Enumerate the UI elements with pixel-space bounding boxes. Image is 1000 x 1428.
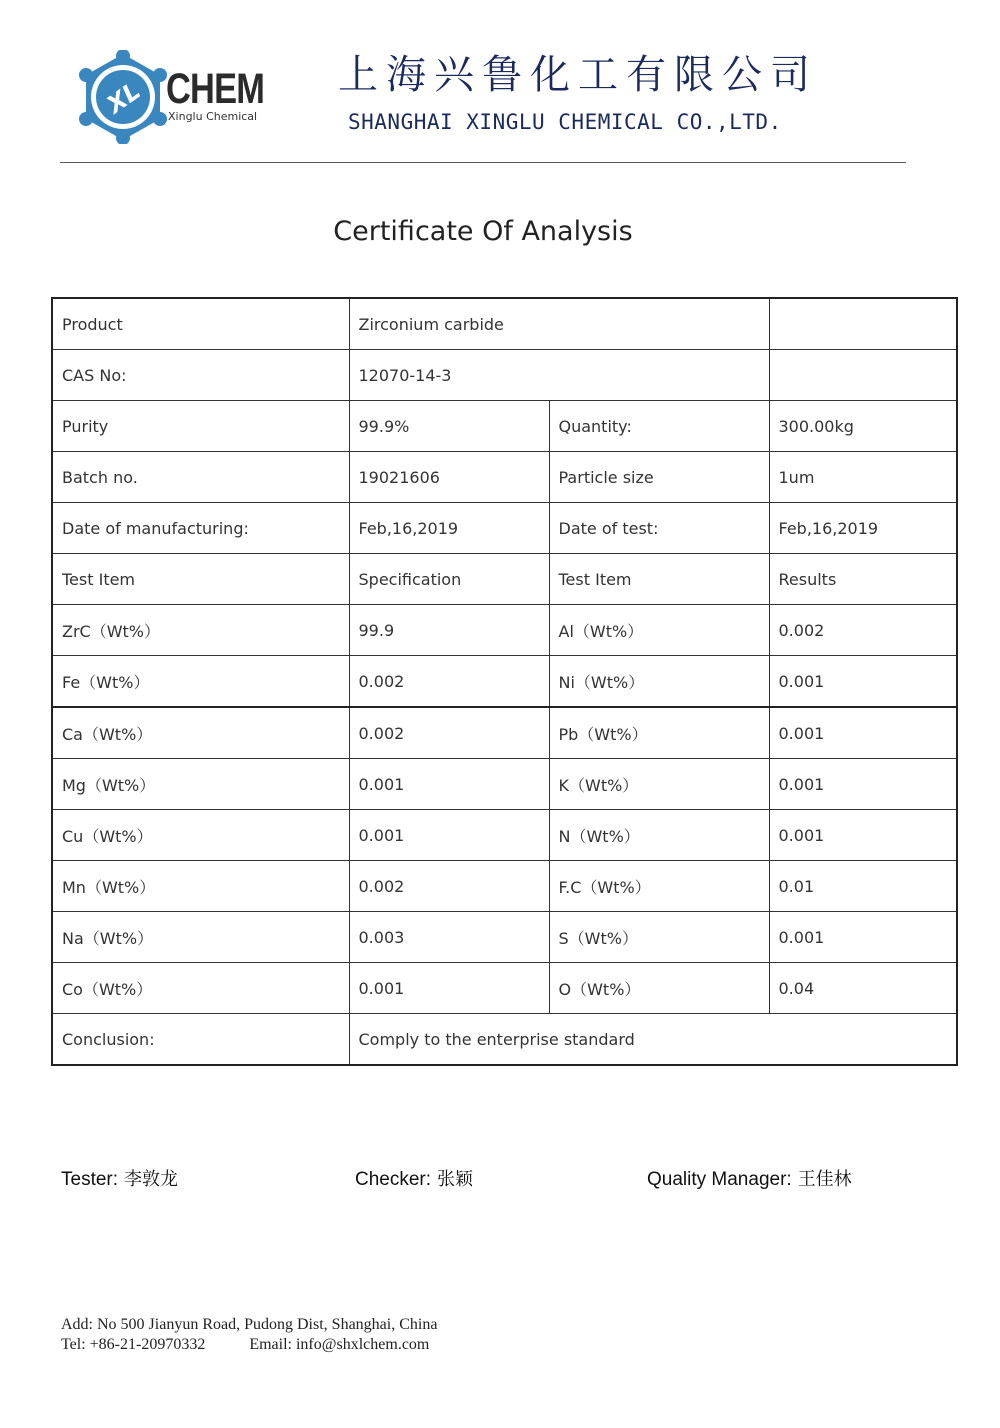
tester-signature [61, 1165, 178, 1191]
result: 0.001 [769, 912, 957, 963]
quantity-value: 300.00kg [769, 401, 957, 452]
tester-name: 李敦龙 [124, 1169, 179, 1190]
specification: 0.001 [349, 810, 549, 861]
analysis-table [51, 297, 958, 1066]
table-row [52, 656, 957, 708]
table-row [52, 452, 957, 503]
cas-value: 12070-14-3 [349, 350, 769, 401]
table-header-row [52, 554, 957, 605]
mfg-date-label: Date of manufacturing: [52, 503, 349, 554]
test-item: Ni（Wt%） [549, 656, 769, 708]
empty-cell [769, 350, 957, 401]
test-item: Fe（Wt%） [52, 656, 349, 708]
product-value: Zirconium carbide [349, 298, 769, 350]
company-name-en: SHANGHAI XINGLU CHEMICAL CO.,LTD. [348, 110, 782, 134]
footer-address: Add: No 500 Jianyun Road, Pudong Dist, Shanghai, China [61, 1316, 438, 1333]
manager-signature [647, 1165, 852, 1191]
logo-monogram: XL [101, 76, 146, 119]
batch-label: Batch no. [52, 452, 349, 503]
test-item: N（Wt%） [549, 810, 769, 861]
specification: 0.001 [349, 759, 549, 810]
column-header: Specification [349, 554, 549, 605]
column-header: Results [769, 554, 957, 605]
product-label: Product [52, 298, 349, 350]
company-name-cn: 上海兴鲁化工有限公司 [338, 52, 818, 98]
purity-value: 99.9% [349, 401, 549, 452]
mfg-date-value: Feb,16,2019 [349, 503, 549, 554]
specification: 0.003 [349, 912, 549, 963]
specification: 0.002 [349, 656, 549, 708]
checker-label: Checker: [355, 1169, 432, 1190]
result: 0.001 [769, 759, 957, 810]
table-row [52, 401, 957, 452]
empty-cell [769, 298, 957, 350]
result: 0.001 [769, 707, 957, 759]
footer-contact [61, 1315, 437, 1355]
quantity-label: Quantity: [549, 401, 769, 452]
footer-tel: Tel: +86-21-20970332 [61, 1336, 206, 1353]
tester-label: Tester: [61, 1169, 119, 1190]
company-logo-icon [78, 50, 168, 144]
column-header: Test Item [52, 554, 349, 605]
table-row [52, 298, 957, 350]
test-item: Cu（Wt%） [52, 810, 349, 861]
result: 0.001 [769, 656, 957, 708]
conclusion-row [52, 1014, 957, 1066]
result: 0.002 [769, 605, 957, 656]
result: 0.001 [769, 810, 957, 861]
table-row [52, 350, 957, 401]
test-item: Co（Wt%） [52, 963, 349, 1014]
conclusion-value: Comply to the enterprise standard [349, 1014, 957, 1066]
page-title: Certificate Of Analysis [333, 216, 633, 247]
test-item: Mn（Wt%） [52, 861, 349, 912]
specification: 0.002 [349, 861, 549, 912]
particle-label: Particle size [549, 452, 769, 503]
specification: 0.002 [349, 707, 549, 759]
result: 0.01 [769, 861, 957, 912]
test-item: O（Wt%） [549, 963, 769, 1014]
test-item: Na（Wt%） [52, 912, 349, 963]
manager-name: 王佳林 [797, 1169, 852, 1190]
table-row [52, 963, 957, 1014]
specification: 99.9 [349, 605, 549, 656]
table-row [52, 707, 957, 759]
particle-value: 1um [769, 452, 957, 503]
column-header: Test Item [549, 554, 769, 605]
table-row [52, 503, 957, 554]
table-row [52, 605, 957, 656]
conclusion-label: Conclusion: [52, 1014, 349, 1066]
batch-value: 19021606 [349, 452, 549, 503]
checker-name: 张颖 [437, 1169, 474, 1190]
logo-text: CHEM [166, 65, 265, 113]
table-row [52, 861, 957, 912]
test-item: Pb（Wt%） [549, 707, 769, 759]
table-row [52, 759, 957, 810]
table-row [52, 810, 957, 861]
test-item: Mg（Wt%） [52, 759, 349, 810]
logo-subtitle: Xinglu Chemical [168, 110, 258, 123]
cas-label: CAS No: [52, 350, 349, 401]
checker-signature [355, 1165, 473, 1191]
test-item: Ca（Wt%） [52, 707, 349, 759]
result: 0.04 [769, 963, 957, 1014]
table-row [52, 912, 957, 963]
test-date-label: Date of test: [549, 503, 769, 554]
test-item: ZrC（Wt%） [52, 605, 349, 656]
footer-email: Email: info@shxlchem.com [249, 1336, 430, 1353]
specification: 0.001 [349, 963, 549, 1014]
test-item: K（Wt%） [549, 759, 769, 810]
header-divider [60, 162, 906, 163]
test-item: S（Wt%） [549, 912, 769, 963]
manager-label: Quality Manager: [647, 1169, 792, 1190]
purity-label: Purity [52, 401, 349, 452]
test-item: Al（Wt%） [549, 605, 769, 656]
test-item: F.C（Wt%） [549, 861, 769, 912]
test-date-value: Feb,16,2019 [769, 503, 957, 554]
